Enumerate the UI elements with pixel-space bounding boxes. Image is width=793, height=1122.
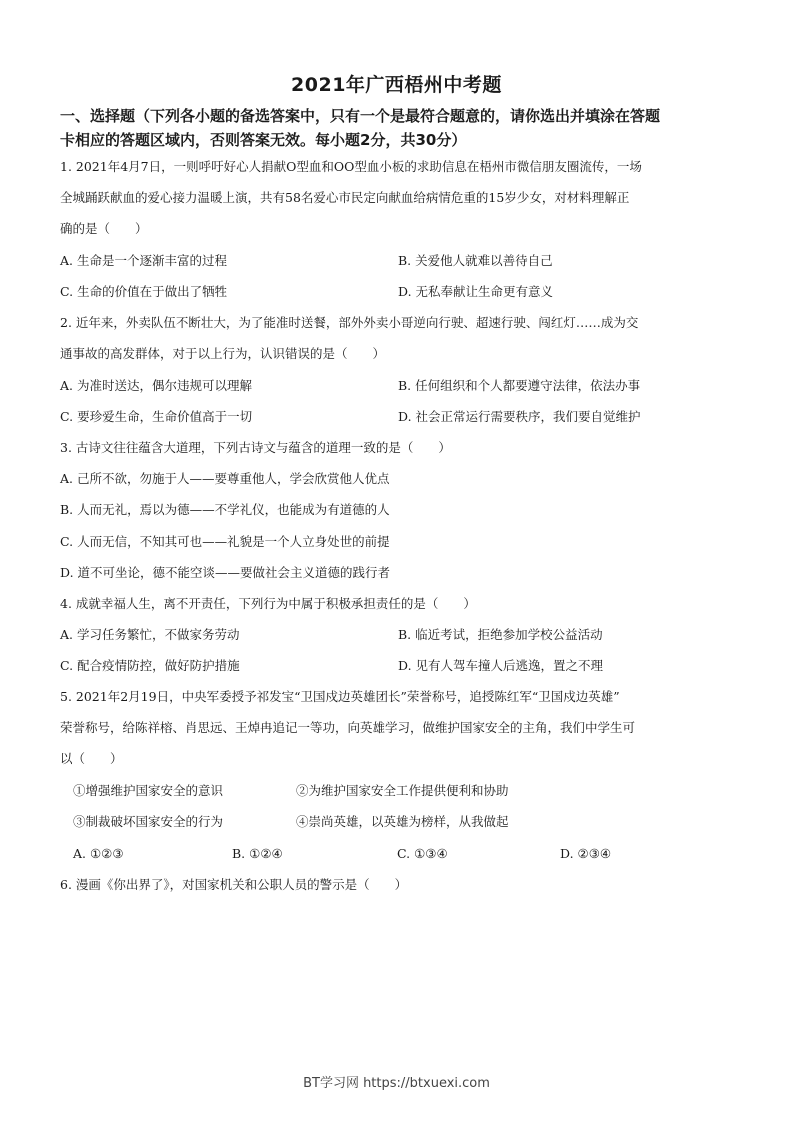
q6-stem-line-1: 6. 漫画《你出界了》，对国家机关和公职人员的警示是（ ）: [60, 877, 408, 892]
q1-option-a: A. 生命是一个逐渐丰富的过程: [60, 253, 227, 268]
q3-option-b: B. 人而无礼，焉以为德——不学礼仪，也能成为有道德的人: [60, 502, 390, 517]
q5-option-d: D. ②③④: [560, 846, 612, 861]
q3-option-c: C. 人而无信，不知其可也——礼貌是一个人立身处世的前提: [60, 534, 390, 549]
q5-stem-line-1: 5. 2021年2月19日，中央军委授予祁发宝“卫国戍边英雄团长”荣誉称号，追授陈红军“卫国戍边英雄”: [60, 689, 620, 704]
q4-option-b: B. 临近考试，拒绝参加学校公益活动: [398, 627, 603, 642]
section-heading-line-2: 卡相应的答题区域内，否则答案无效。每小题2分，共30分）: [60, 131, 467, 149]
q1-stem-line-2: 全城踊跃献血的爱心接力温暖上演，共有58名爱心市民定向献血给病情危重的15岁少女，对材料理解正: [60, 190, 630, 205]
q5-stem-line-2: 荣誉称号，给陈祥榕、肖思远、王焯冉追记一等功，向英雄学习，做维护国家安全的主角，我们中学生可: [60, 720, 636, 735]
q4-option-d: D. 见有人驾车撞人后逃逸，置之不理: [398, 658, 604, 673]
q5-option-c: C. ①③④: [397, 846, 448, 861]
page-title: 2021年广西梧州中考题: [291, 74, 502, 96]
q1-option-b: B. 关爱他人就难以善待自己: [398, 253, 553, 268]
q2-stem-line-2: 通事故的高发群体，对于以上行为，认识错误的是（ ）: [60, 346, 386, 361]
q5-statement-3: ③制裁破坏国家安全的行为: [73, 814, 224, 829]
q3-option-a: A. 己所不欲，勿施于人——要尊重他人，学会欣赏他人优点: [60, 471, 390, 486]
q5-option-b: B. ①②④: [232, 846, 283, 861]
q3-stem-line-1: 3. 古诗文往往蕴含大道理，下列古诗文与蕴含的道理一致的是（ ）: [60, 440, 451, 455]
section-heading-line-1: 一、选择题（下列各小题的备选答案中，只有一个是最符合题意的，请你选出并填涂在答题: [60, 107, 661, 125]
q5-stem-line-3: 以（ ）: [60, 751, 123, 766]
q4-option-a: A. 学习任务繁忙，不做家务劳动: [60, 627, 240, 642]
section-heading: [60, 104, 736, 152]
q1-option-d: D. 无私奉献让生命更有意义: [398, 284, 554, 299]
q4-stem-line-1: 4. 成就幸福人生，离不开责任，下列行为中属于积极承担责任的是（ ）: [60, 596, 476, 611]
q5-statement-1: ①增强维护国家安全的意识: [73, 783, 224, 798]
q2-option-a: A. 为准时送达，偶尔违规可以理解: [60, 378, 252, 393]
q1-stem-line-3: 确的是（ ）: [60, 221, 148, 236]
q2-option-d: D. 社会正常运行需要秩序，我们要自觉维护: [398, 409, 641, 424]
q5-statement-4: ④崇尚英雄，以英雄为榜样，从我做起: [296, 814, 509, 829]
q5-option-a: A. ①②③: [73, 846, 124, 861]
q1-option-c: C. 生命的价值在于做出了牺牲: [60, 284, 228, 299]
footer-watermark: BT学习网 https://btxuexi.com: [303, 1076, 490, 1091]
q2-option-b: B. 任何组织和个人都要遵守法律，依法办事: [398, 378, 641, 393]
q4-option-c: C. 配合疫情防控，做好防护措施: [60, 658, 240, 673]
q2-stem-line-1: 2. 近年来，外卖队伍不断壮大，为了能准时送餐，部外外卖小哥逆向行驶、超速行驶、闯红灯……成为交: [60, 315, 639, 330]
q1-stem-line-1: 1. 2021年4月7日，一则呼吁好心人捐献O型血和OO型血小板的求助信息在梧州市微信朋友圈流传，一场: [60, 159, 642, 174]
q5-statement-2: ②为维护国家安全工作提供便利和协助: [296, 783, 509, 798]
q2-option-c: C. 要珍爱生命，生命价值高于一切: [60, 409, 253, 424]
q3-option-d: D. 道不可坐论，德不能空谈——要做社会主义道德的践行者: [60, 565, 391, 580]
